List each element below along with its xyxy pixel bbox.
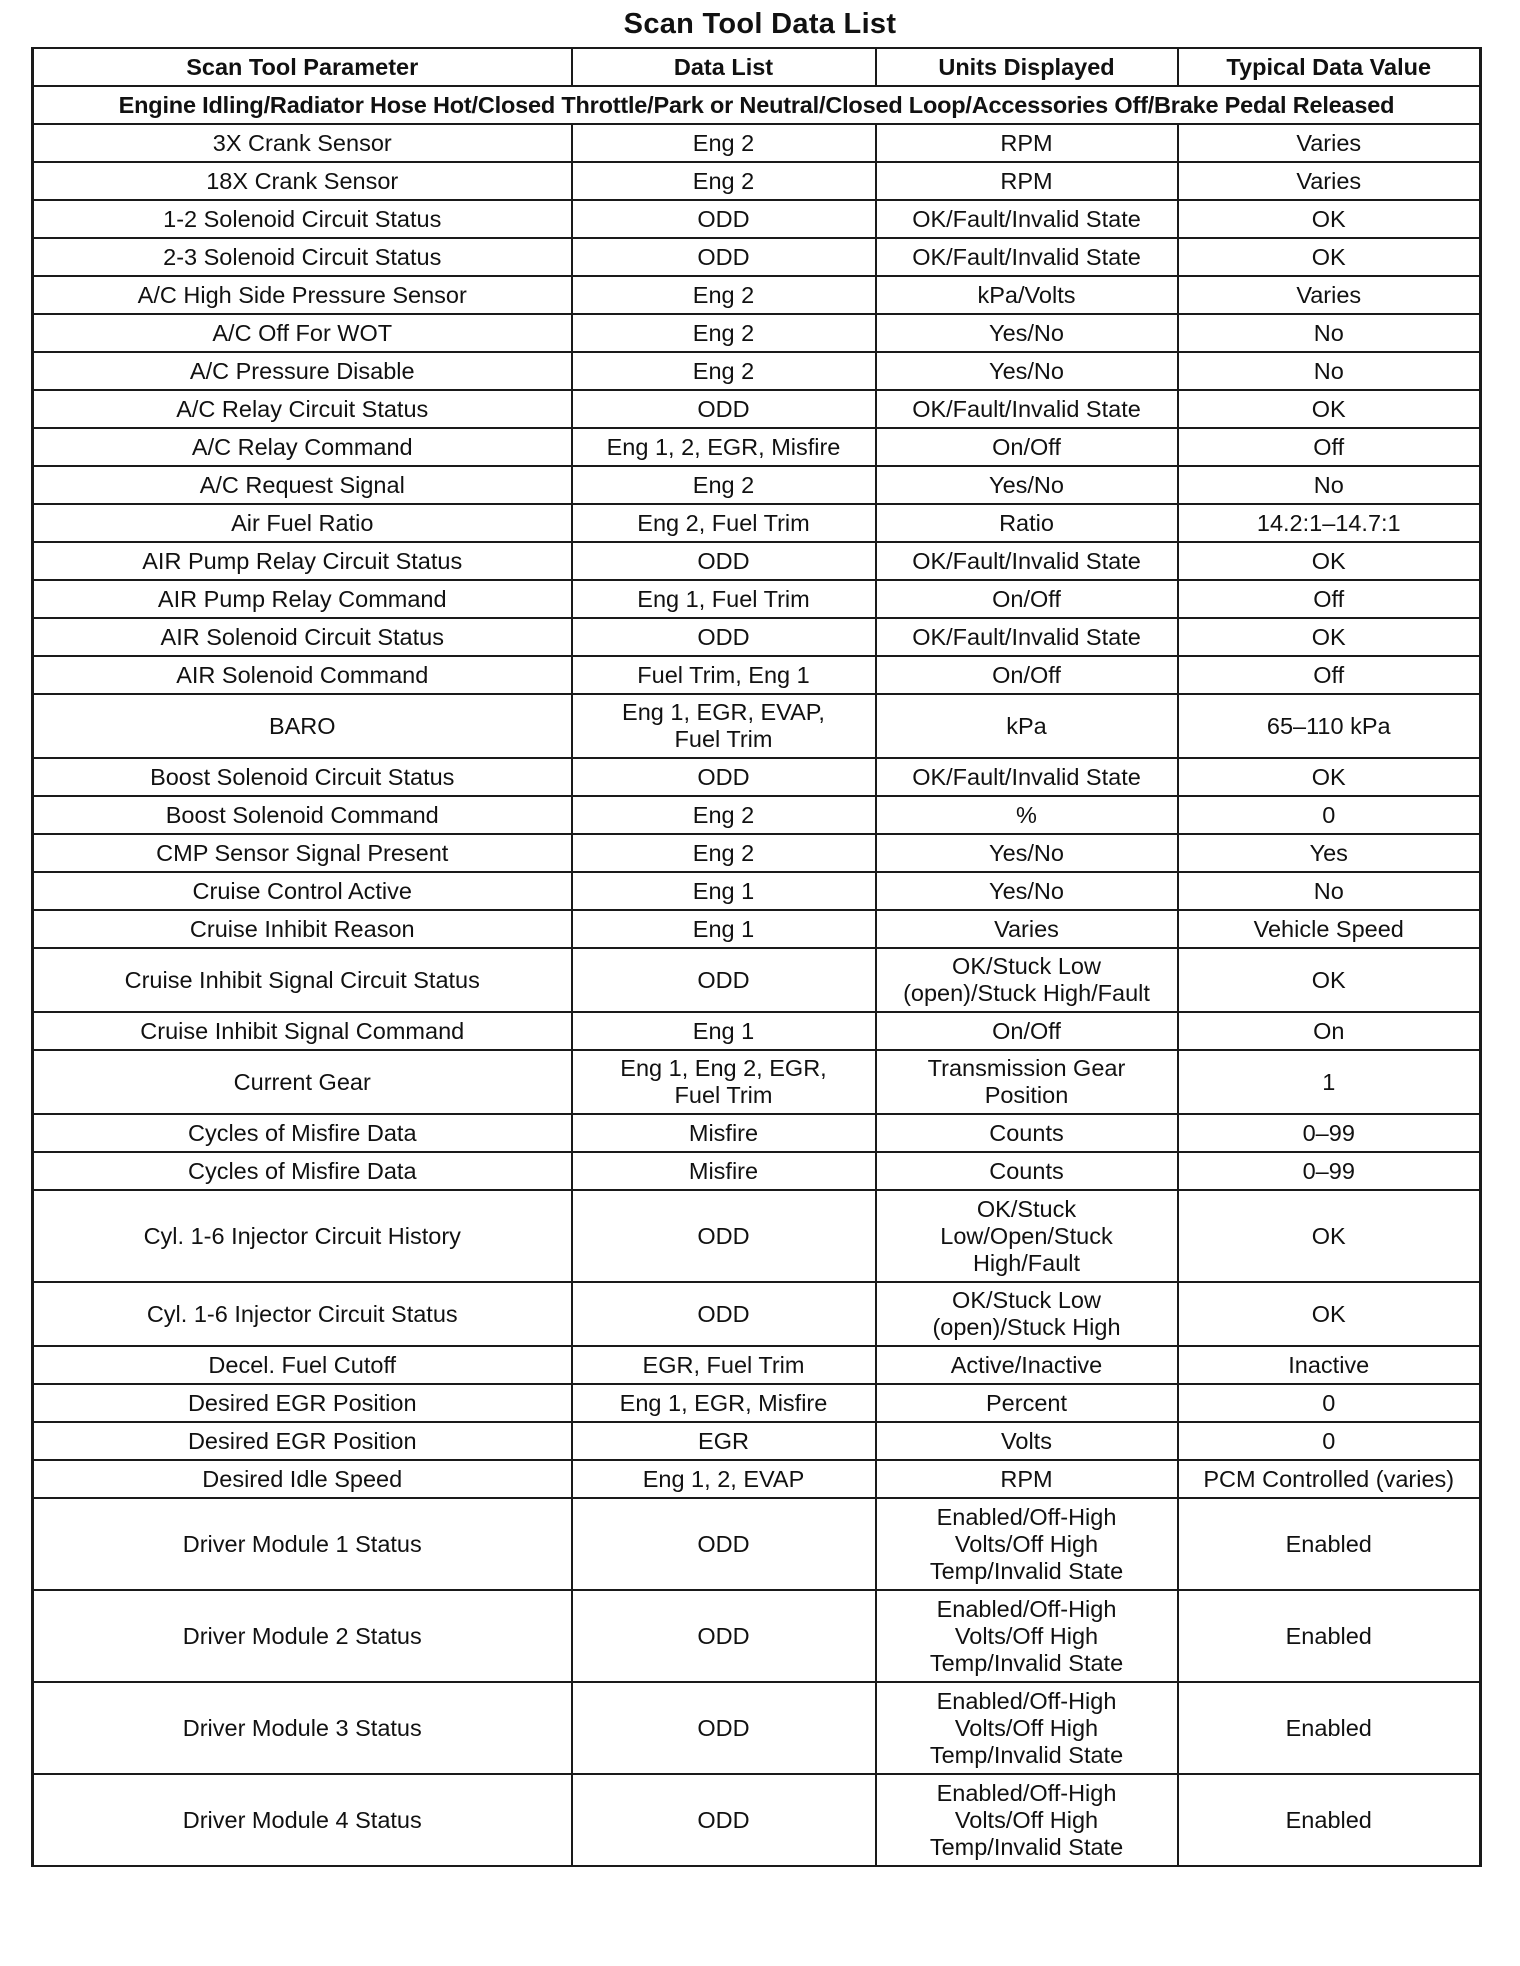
cell-data-list: Eng 1 [572, 872, 876, 910]
cell-data-list: Eng 2 [572, 834, 876, 872]
table-row [33, 162, 1481, 200]
condition-row [33, 86, 1481, 124]
column-header-parameter: Scan Tool Parameter [33, 48, 572, 86]
cell-typical-value: OK [1178, 1190, 1481, 1282]
cell-typical-value: Off [1178, 656, 1481, 694]
cell-typical-value: No [1178, 314, 1481, 352]
cell-parameter: Boost Solenoid Command [33, 796, 572, 834]
page-title: Scan Tool Data List [623, 8, 897, 40]
cell-data-list: Eng 2, Fuel Trim [572, 504, 876, 542]
cell-parameter: Current Gear [33, 1050, 572, 1114]
table-row [33, 238, 1481, 276]
cell-typical-value: OK [1178, 542, 1481, 580]
table-row [33, 314, 1481, 352]
cell-typical-value: OK [1178, 238, 1481, 276]
table-row [33, 1774, 1481, 1866]
cell-data-list: ODD [572, 1282, 876, 1346]
cell-data-list: Eng 1, EGR, EVAP, Fuel Trim [572, 694, 876, 758]
cell-units: Active/Inactive [876, 1346, 1178, 1384]
cell-data-list: Misfire [572, 1152, 876, 1190]
cell-parameter: A/C High Side Pressure Sensor [33, 276, 572, 314]
test-condition: Engine Idling/Radiator Hose Hot/Closed Throttle/Park or Neutral/Closed Loop/Accessories Off/Brake Pedal Released [33, 86, 1481, 124]
cell-typical-value: OK [1178, 758, 1481, 796]
cell-units: Ratio [876, 504, 1178, 542]
cell-data-list: Eng 2 [572, 796, 876, 834]
column-header-units: Units Displayed [876, 48, 1178, 86]
cell-typical-value: 0–99 [1178, 1114, 1481, 1152]
cell-units: Enabled/Off-High Volts/Off High Temp/Invalid State [876, 1774, 1178, 1866]
table-row [33, 200, 1481, 238]
cell-data-list: ODD [572, 390, 876, 428]
cell-data-list: Fuel Trim, Eng 1 [572, 656, 876, 694]
cell-parameter: BARO [33, 694, 572, 758]
cell-parameter: Cyl. 1-6 Injector Circuit History [33, 1190, 572, 1282]
cell-units: OK/Fault/Invalid State [876, 758, 1178, 796]
cell-parameter: A/C Relay Command [33, 428, 572, 466]
cell-typical-value: OK [1178, 618, 1481, 656]
cell-parameter: 2-3 Solenoid Circuit Status [33, 238, 572, 276]
cell-typical-value: OK [1178, 948, 1481, 1012]
cell-typical-value: 14.2:1–14.7:1 [1178, 504, 1481, 542]
cell-units: Yes/No [876, 352, 1178, 390]
table-row [33, 542, 1481, 580]
cell-parameter: Decel. Fuel Cutoff [33, 1346, 572, 1384]
cell-data-list: Eng 1, Eng 2, EGR, Fuel Trim [572, 1050, 876, 1114]
cell-data-list: ODD [572, 1190, 876, 1282]
cell-units: OK/Fault/Invalid State [876, 200, 1178, 238]
cell-units: On/Off [876, 580, 1178, 618]
cell-units: % [876, 796, 1178, 834]
cell-units: OK/Stuck Low (open)/Stuck High [876, 1282, 1178, 1346]
cell-typical-value: 0–99 [1178, 1152, 1481, 1190]
cell-parameter: Driver Module 2 Status [33, 1590, 572, 1682]
cell-units: Yes/No [876, 314, 1178, 352]
table-row [33, 1498, 1481, 1590]
table-row [33, 656, 1481, 694]
cell-parameter: A/C Pressure Disable [33, 352, 572, 390]
cell-typical-value: 1 [1178, 1050, 1481, 1114]
cell-units: kPa [876, 694, 1178, 758]
cell-parameter: AIR Pump Relay Circuit Status [33, 542, 572, 580]
cell-units: OK/Stuck Low (open)/Stuck High/Fault [876, 948, 1178, 1012]
table-row [33, 796, 1481, 834]
cell-parameter: Cycles of Misfire Data [33, 1114, 572, 1152]
cell-units: RPM [876, 1460, 1178, 1498]
cell-units: RPM [876, 124, 1178, 162]
cell-parameter: Cruise Inhibit Signal Circuit Status [33, 948, 572, 1012]
cell-units: Volts [876, 1422, 1178, 1460]
cell-typical-value: Varies [1178, 276, 1481, 314]
cell-data-list: ODD [572, 1682, 876, 1774]
cell-data-list: Eng 2 [572, 314, 876, 352]
table-row [33, 352, 1481, 390]
table-row [33, 872, 1481, 910]
cell-parameter: AIR Pump Relay Command [33, 580, 572, 618]
cell-data-list: Eng 2 [572, 124, 876, 162]
table-row [33, 1682, 1481, 1774]
cell-data-list: Eng 1, EGR, Misfire [572, 1384, 876, 1422]
cell-units: OK/Fault/Invalid State [876, 390, 1178, 428]
table-row [33, 1384, 1481, 1422]
cell-data-list: ODD [572, 758, 876, 796]
cell-data-list: ODD [572, 238, 876, 276]
cell-parameter: 18X Crank Sensor [33, 162, 572, 200]
cell-data-list: EGR [572, 1422, 876, 1460]
cell-typical-value: 0 [1178, 1384, 1481, 1422]
cell-data-list: Eng 1, 2, EVAP [572, 1460, 876, 1498]
cell-data-list: ODD [572, 200, 876, 238]
cell-units: Enabled/Off-High Volts/Off High Temp/Invalid State [876, 1590, 1178, 1682]
column-header-data-list: Data List [572, 48, 876, 86]
cell-units: Counts [876, 1114, 1178, 1152]
cell-parameter: Driver Module 4 Status [33, 1774, 572, 1866]
cell-units: On/Off [876, 428, 1178, 466]
table-row [33, 390, 1481, 428]
table-row [33, 1460, 1481, 1498]
cell-units: OK/Stuck Low/Open/Stuck High/Fault [876, 1190, 1178, 1282]
cell-parameter: A/C Off For WOT [33, 314, 572, 352]
cell-parameter: Cruise Inhibit Reason [33, 910, 572, 948]
cell-data-list: Eng 2 [572, 276, 876, 314]
cell-units: OK/Fault/Invalid State [876, 542, 1178, 580]
header-row [33, 48, 1481, 86]
cell-typical-value: On [1178, 1012, 1481, 1050]
cell-parameter: Air Fuel Ratio [33, 504, 572, 542]
cell-parameter: Desired Idle Speed [33, 1460, 572, 1498]
cell-data-list: Eng 2 [572, 352, 876, 390]
cell-parameter: CMP Sensor Signal Present [33, 834, 572, 872]
table-row [33, 1114, 1481, 1152]
cell-typical-value: 0 [1178, 796, 1481, 834]
cell-units: Yes/No [876, 872, 1178, 910]
cell-parameter: Cruise Inhibit Signal Command [33, 1012, 572, 1050]
cell-parameter: 1-2 Solenoid Circuit Status [33, 200, 572, 238]
cell-units: Enabled/Off-High Volts/Off High Temp/Invalid State [876, 1498, 1178, 1590]
table-row [33, 466, 1481, 504]
cell-units: OK/Fault/Invalid State [876, 618, 1178, 656]
cell-parameter: Cruise Control Active [33, 872, 572, 910]
cell-typical-value: Enabled [1178, 1774, 1481, 1866]
cell-units: Enabled/Off-High Volts/Off High Temp/Invalid State [876, 1682, 1178, 1774]
table-row [33, 1012, 1481, 1050]
cell-data-list: Eng 2 [572, 162, 876, 200]
column-header-typical-value: Typical Data Value [1178, 48, 1481, 86]
cell-parameter: Driver Module 3 Status [33, 1682, 572, 1774]
cell-parameter: A/C Request Signal [33, 466, 572, 504]
table-row [33, 1590, 1481, 1682]
cell-units: RPM [876, 162, 1178, 200]
cell-data-list: Eng 1, Fuel Trim [572, 580, 876, 618]
table-row [33, 124, 1481, 162]
cell-typical-value: OK [1178, 1282, 1481, 1346]
cell-typical-value: Enabled [1178, 1498, 1481, 1590]
cell-parameter: Driver Module 1 Status [33, 1498, 572, 1590]
table-row [33, 694, 1481, 758]
cell-units: Counts [876, 1152, 1178, 1190]
cell-typical-value: No [1178, 872, 1481, 910]
cell-units: On/Off [876, 1012, 1178, 1050]
cell-typical-value: Inactive [1178, 1346, 1481, 1384]
cell-data-list: Misfire [572, 1114, 876, 1152]
cell-parameter: A/C Relay Circuit Status [33, 390, 572, 428]
cell-typical-value: Varies [1178, 162, 1481, 200]
cell-typical-value: No [1178, 466, 1481, 504]
table-row [33, 948, 1481, 1012]
cell-typical-value: Enabled [1178, 1682, 1481, 1774]
cell-data-list: ODD [572, 1498, 876, 1590]
cell-parameter: Cyl. 1-6 Injector Circuit Status [33, 1282, 572, 1346]
cell-data-list: ODD [572, 1590, 876, 1682]
cell-data-list: EGR, Fuel Trim [572, 1346, 876, 1384]
cell-data-list: Eng 2 [572, 466, 876, 504]
cell-typical-value: Off [1178, 428, 1481, 466]
cell-units: Varies [876, 910, 1178, 948]
cell-typical-value: Vehicle Speed [1178, 910, 1481, 948]
cell-typical-value: No [1178, 352, 1481, 390]
cell-data-list: ODD [572, 1774, 876, 1866]
cell-units: Yes/No [876, 834, 1178, 872]
cell-typical-value: OK [1178, 200, 1481, 238]
table-row [33, 1282, 1481, 1346]
table-row [33, 504, 1481, 542]
cell-data-list: ODD [572, 948, 876, 1012]
cell-typical-value: 65–110 kPa [1178, 694, 1481, 758]
table-row [33, 1346, 1481, 1384]
cell-data-list: ODD [572, 542, 876, 580]
table-row [33, 428, 1481, 466]
cell-parameter: Cycles of Misfire Data [33, 1152, 572, 1190]
cell-typical-value: PCM Controlled (varies) [1178, 1460, 1481, 1498]
table-row [33, 618, 1481, 656]
table-row [33, 758, 1481, 796]
table-row [33, 580, 1481, 618]
cell-parameter: AIR Solenoid Circuit Status [33, 618, 572, 656]
cell-parameter: Boost Solenoid Circuit Status [33, 758, 572, 796]
cell-units: Yes/No [876, 466, 1178, 504]
table-row [33, 1152, 1481, 1190]
cell-typical-value: Enabled [1178, 1590, 1481, 1682]
cell-parameter: AIR Solenoid Command [33, 656, 572, 694]
cell-parameter: Desired EGR Position [33, 1422, 572, 1460]
scan-tool-data-table [31, 47, 1482, 1867]
cell-units: Transmission Gear Position [876, 1050, 1178, 1114]
table-row [33, 910, 1481, 948]
cell-data-list: Eng 1 [572, 1012, 876, 1050]
cell-typical-value: Off [1178, 580, 1481, 618]
table-body [33, 86, 1481, 1866]
cell-data-list: Eng 1, 2, EGR, Misfire [572, 428, 876, 466]
table-row [33, 1050, 1481, 1114]
cell-units: On/Off [876, 656, 1178, 694]
table-row [33, 276, 1481, 314]
table-row [33, 834, 1481, 872]
cell-typical-value: 0 [1178, 1422, 1481, 1460]
cell-data-list: ODD [572, 618, 876, 656]
cell-units: OK/Fault/Invalid State [876, 238, 1178, 276]
table-row [33, 1422, 1481, 1460]
table-row [33, 1190, 1481, 1282]
cell-data-list: Eng 1 [572, 910, 876, 948]
cell-typical-value: Varies [1178, 124, 1481, 162]
cell-parameter: 3X Crank Sensor [33, 124, 572, 162]
cell-typical-value: Yes [1178, 834, 1481, 872]
cell-units: kPa/Volts [876, 276, 1178, 314]
cell-units: Percent [876, 1384, 1178, 1422]
cell-typical-value: OK [1178, 390, 1481, 428]
cell-parameter: Desired EGR Position [33, 1384, 572, 1422]
